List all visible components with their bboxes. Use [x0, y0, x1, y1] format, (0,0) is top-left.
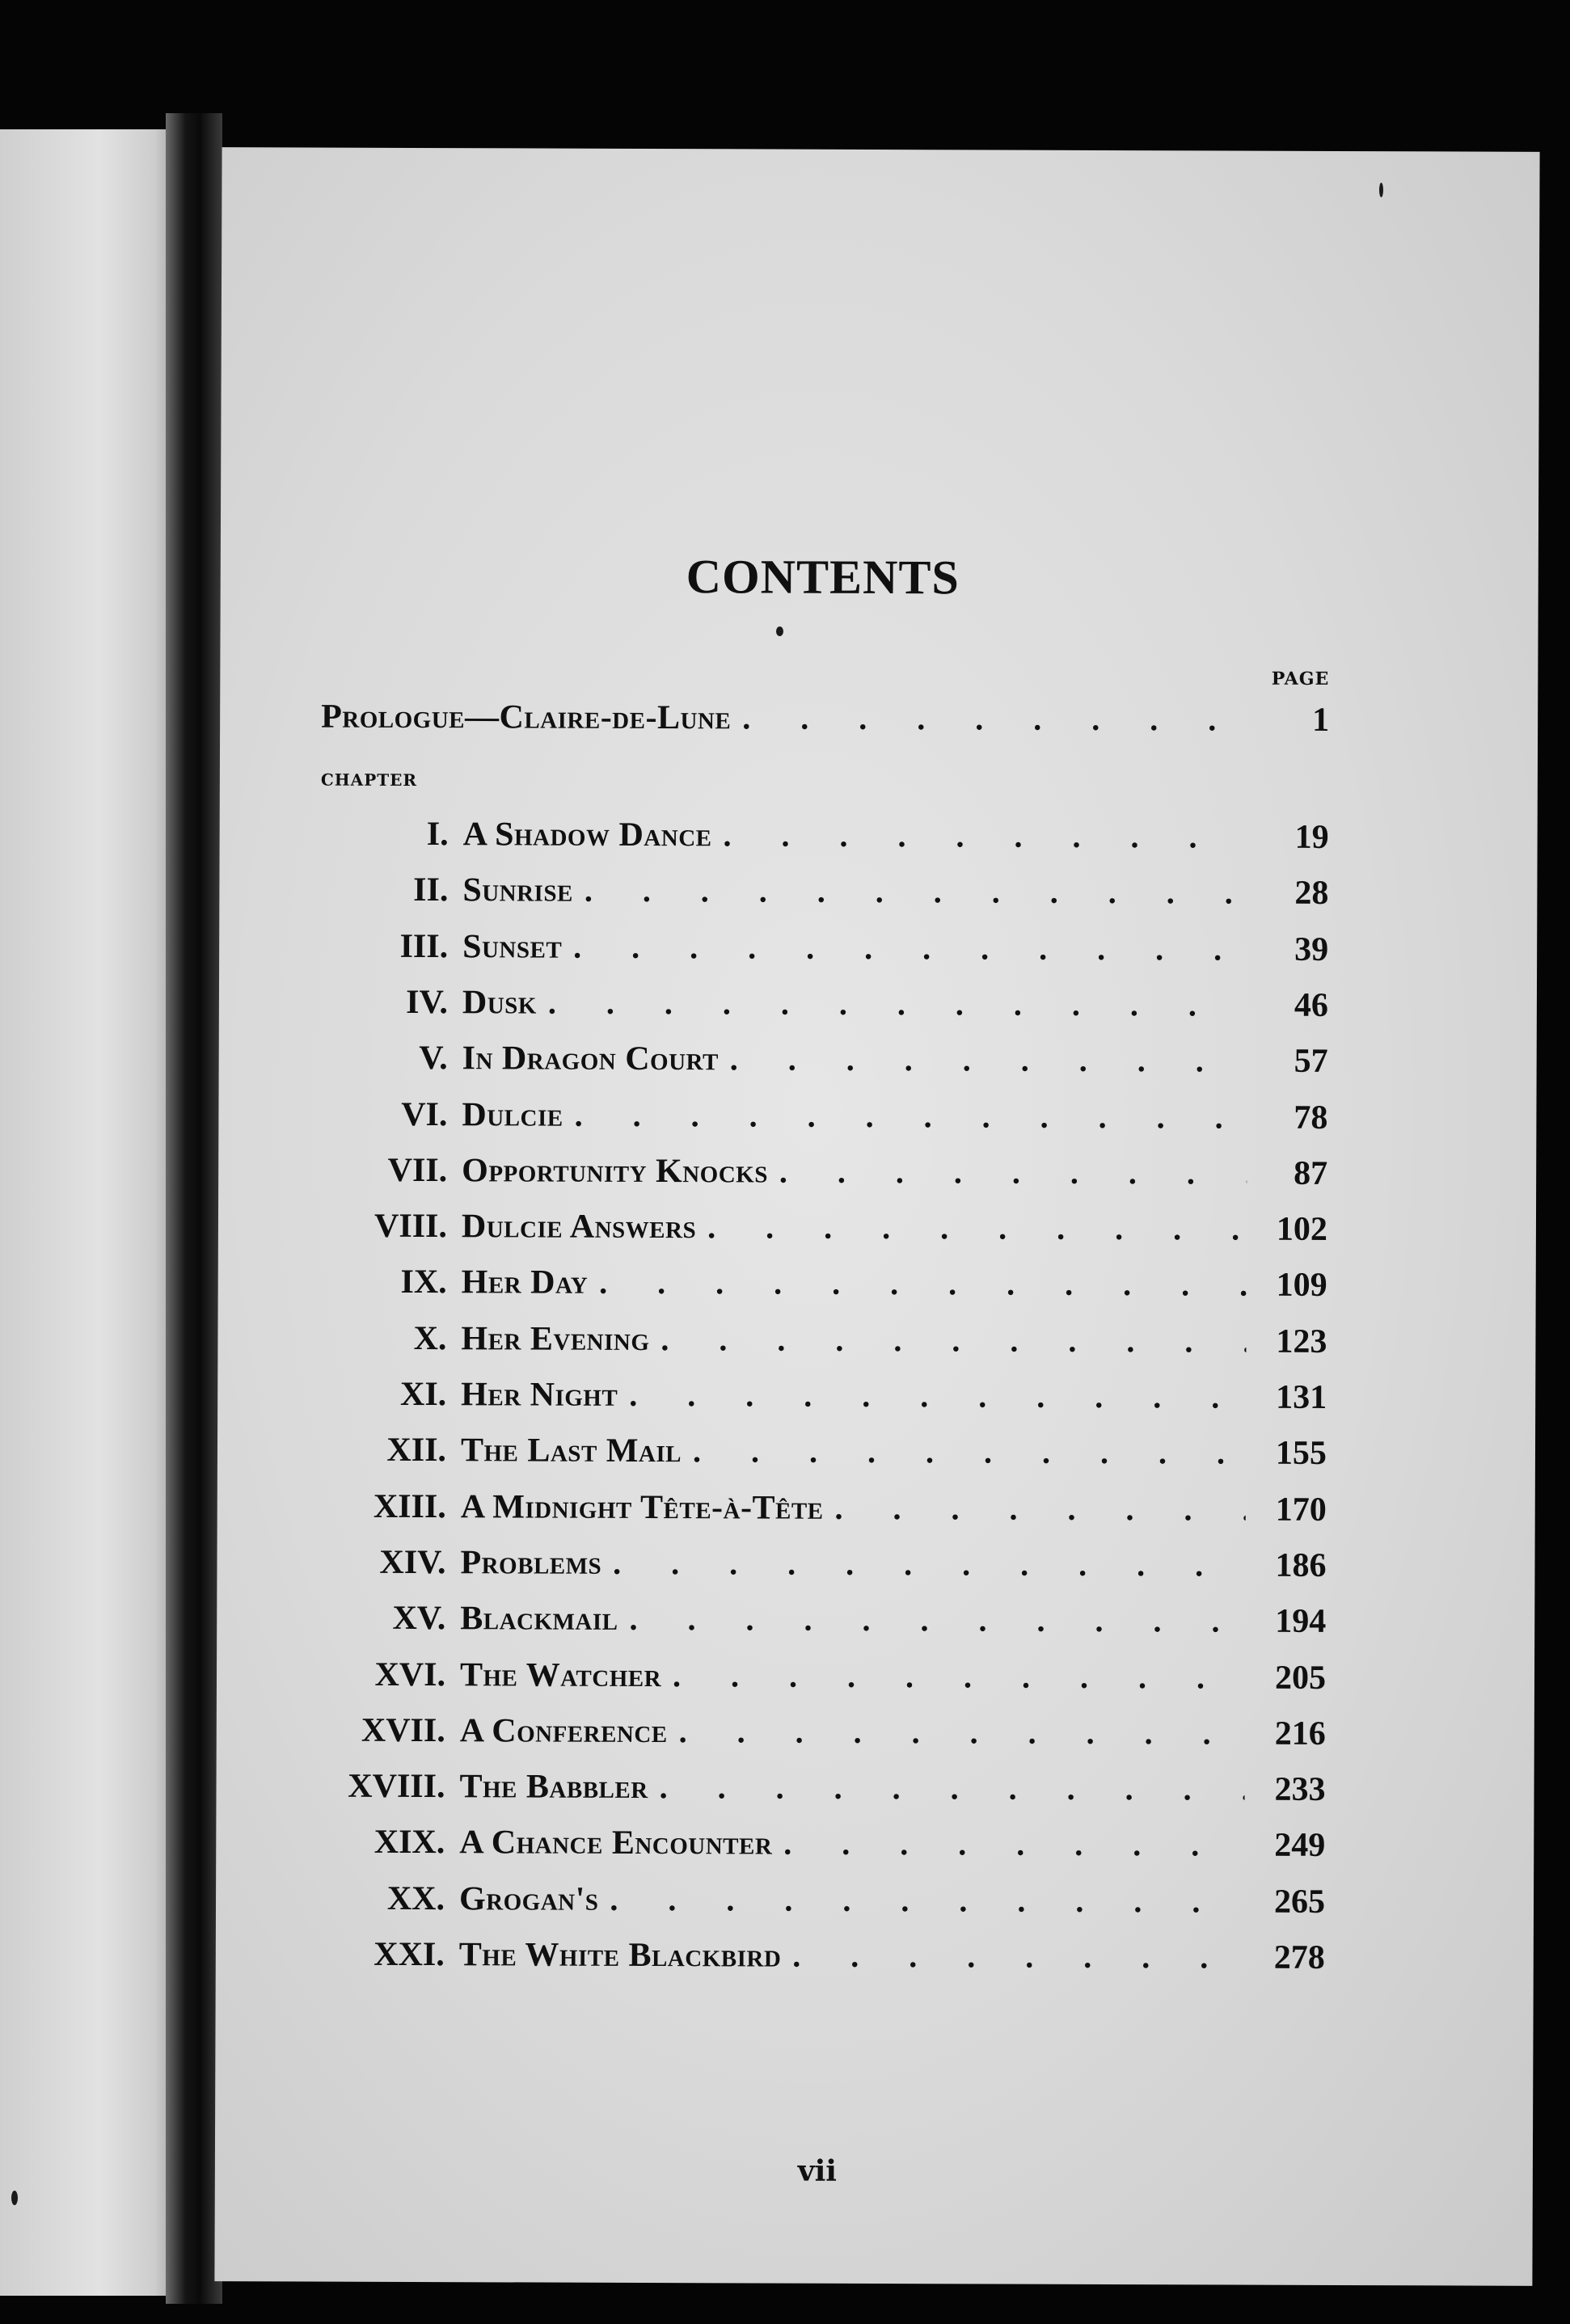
- dot-leader: [618, 1376, 1246, 1416]
- entry-page: 233: [1274, 1770, 1326, 1809]
- chapter-number: XV.: [392, 1600, 446, 1638]
- entry-title: Opportunity Knocks: [462, 1152, 768, 1191]
- entry-title: Blackmail: [460, 1600, 618, 1639]
- entry-page: 155: [1275, 1435, 1327, 1473]
- book-gutter: [166, 113, 222, 2304]
- ink-speck: [776, 626, 783, 636]
- ink-speck: [11, 2191, 18, 2205]
- chapter-entry: [217, 1542, 1326, 1595]
- chapter-number: XX.: [386, 1879, 445, 1917]
- page-number: vii: [797, 2153, 838, 2188]
- chapter-column-header: CHAPTER: [320, 770, 418, 791]
- chapter-entry: [218, 1095, 1327, 1147]
- entry-page: 131: [1276, 1378, 1327, 1416]
- chapter-number: III.: [399, 927, 449, 965]
- dot-leader: [731, 698, 1248, 738]
- chapter-number: VII.: [387, 1151, 448, 1189]
- chapter-entry: [217, 1655, 1326, 1707]
- entry-page: 265: [1273, 1883, 1326, 1921]
- dot-leader: [648, 1768, 1245, 1808]
- ink-speck: [1379, 183, 1383, 197]
- entry-page: 57: [1294, 1042, 1328, 1081]
- dot-leader: [562, 927, 1247, 968]
- chapter-entry: [217, 1598, 1326, 1651]
- entry-page: 170: [1275, 1491, 1327, 1529]
- entry-page: 216: [1274, 1715, 1326, 1752]
- entry-title: Her Evening: [461, 1319, 650, 1358]
- chapter-entry: [218, 1206, 1327, 1259]
- chapter-entry: [217, 1710, 1326, 1763]
- chapter-number: XVII.: [361, 1711, 445, 1749]
- chapter-entry: [217, 1487, 1327, 1539]
- entry-title: Dusk: [462, 984, 537, 1022]
- entry-title: The Babbler: [459, 1768, 648, 1807]
- entry-page: 19: [1294, 818, 1329, 856]
- entry-page: 102: [1276, 1210, 1328, 1249]
- chapter-number: XVIII.: [348, 1767, 445, 1806]
- entry-title: Problems: [460, 1544, 602, 1582]
- entry-page: 1: [1312, 701, 1330, 739]
- chapter-number: XII.: [386, 1432, 447, 1470]
- dot-leader: [781, 1937, 1244, 1976]
- dot-leader: [618, 1600, 1245, 1640]
- contents-page: [214, 147, 1539, 2286]
- entry-page: 28: [1294, 875, 1329, 913]
- entry-page: 39: [1294, 930, 1329, 968]
- entry-title: Sunrise: [462, 871, 573, 909]
- entry-page: 78: [1294, 1099, 1328, 1137]
- table-of-contents: [214, 147, 1539, 2286]
- chapter-number: VIII.: [374, 1207, 448, 1246]
- page-title: CONTENTS: [686, 550, 960, 605]
- chapter-entry: [216, 1934, 1325, 1987]
- dot-leader: [563, 1095, 1247, 1136]
- dot-leader: [823, 1488, 1245, 1528]
- chapter-number: XXI.: [374, 1935, 445, 1974]
- chapter-number: V.: [419, 1040, 448, 1078]
- dot-leader: [537, 983, 1247, 1023]
- entry-title: Dulcie Answers: [461, 1208, 697, 1246]
- dot-leader: [719, 1040, 1247, 1080]
- dot-leader: [661, 1656, 1245, 1697]
- chapter-number: XI.: [399, 1375, 447, 1414]
- chapter-entry: [219, 926, 1328, 979]
- entry-title: Prologue—Claire-de-Lune: [321, 698, 732, 737]
- dot-leader: [668, 1712, 1245, 1752]
- dot-leader: [768, 1152, 1247, 1192]
- page-column-header: PAGE: [1271, 668, 1330, 690]
- entry-title: Her Night: [461, 1376, 618, 1414]
- chapter-number: IX.: [400, 1263, 447, 1301]
- chapter-entry: [219, 870, 1328, 922]
- chapter-entry: [217, 1374, 1327, 1427]
- chapter-entry: [218, 1150, 1327, 1203]
- entry-title: A Midnight Tête-à-Tête: [460, 1487, 824, 1527]
- chapter-number: II.: [413, 871, 449, 909]
- entry-page: 46: [1294, 986, 1328, 1024]
- entry-title: Dulcie: [462, 1095, 563, 1134]
- chapter-entry: [217, 1430, 1327, 1483]
- entry-page: 278: [1273, 1938, 1325, 1976]
- entry-page: 87: [1294, 1154, 1328, 1192]
- dot-leader: [573, 871, 1248, 912]
- chapter-entry: [217, 1318, 1327, 1371]
- entry-title: The White Blackbird: [458, 1936, 782, 1975]
- chapter-entry: [216, 1823, 1325, 1875]
- prologue-entry: [220, 697, 1329, 749]
- chapter-entry: [220, 814, 1329, 867]
- chapter-number: X.: [413, 1319, 447, 1357]
- dot-leader: [696, 1208, 1247, 1247]
- entry-page: 249: [1274, 1827, 1326, 1865]
- chapter-number: IV.: [406, 983, 449, 1022]
- entry-title: In Dragon Court: [462, 1040, 719, 1078]
- chapter-number: XIII.: [373, 1487, 446, 1525]
- entry-page: 186: [1275, 1546, 1327, 1584]
- entry-title: A Chance Encounter: [459, 1824, 773, 1862]
- dot-leader: [772, 1824, 1244, 1864]
- chapter-entry: [218, 1263, 1327, 1315]
- entry-title: Her Day: [461, 1263, 589, 1302]
- entry-title: Sunset: [462, 927, 563, 966]
- chapter-entry: [216, 1766, 1325, 1819]
- dot-leader: [588, 1263, 1247, 1304]
- chapter-entry: [216, 1879, 1325, 1931]
- chapter-number: XIX.: [374, 1824, 445, 1862]
- dot-leader: [598, 1879, 1244, 1920]
- dot-leader: [711, 816, 1247, 855]
- entry-page: 123: [1276, 1322, 1327, 1360]
- chapter-entry: [219, 982, 1328, 1035]
- chapter-number: XIV.: [379, 1543, 446, 1582]
- chapter-number: I.: [426, 816, 449, 854]
- entry-page: 109: [1276, 1267, 1327, 1305]
- entry-page: 205: [1274, 1659, 1327, 1697]
- entry-title: A Shadow Dance: [462, 816, 712, 854]
- dot-leader: [682, 1432, 1246, 1471]
- facing-page: [0, 129, 182, 2296]
- entry-title: A Conference: [459, 1711, 668, 1750]
- chapter-entry: [219, 1038, 1328, 1090]
- entry-title: The Last Mail: [460, 1432, 682, 1470]
- chapter-number: XVI.: [374, 1655, 446, 1693]
- entry-page: 194: [1275, 1602, 1327, 1641]
- dot-leader: [601, 1544, 1245, 1584]
- entry-title: Grogan's: [458, 1879, 599, 1918]
- chapter-number: VI.: [401, 1095, 448, 1133]
- dot-leader: [649, 1320, 1246, 1360]
- entry-title: The Watcher: [459, 1655, 662, 1694]
